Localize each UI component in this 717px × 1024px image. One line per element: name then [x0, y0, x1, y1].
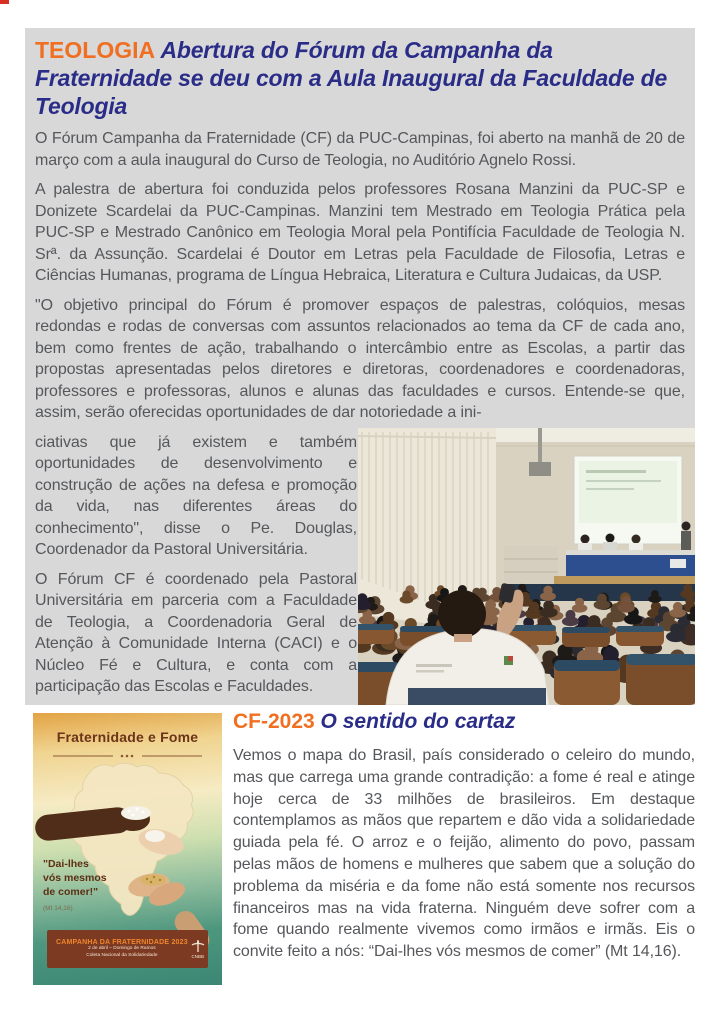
article-cf2023-body: Vemos o mapa do Brasil, país considerado o celeiro do mundo, mas que carrega uma grande contradição: a fome é real e atinge hoje cerca de 33 milhões de brasileiros. Em destaque contemplamos as mãos que repartem e dão vida a solidariedade guiada pela fé. O arroz e o feijão, alimento do povo, passam pelas mãos de homens e mulheres que sabem que a solução do problema da miséria e da fome não está somente nos recursos financeiros mas na vida fraterna. Ninguém deve sofrer com a fome quando realmente vivemos como irmãos e irmãs. Eis o convite feito a nós: “Dai-lhes vós mesmos de comer” (Mt 14,16). [233, 747, 695, 961]
banner-date-line: 2 de abril – Domingo de Ramos [88, 946, 156, 951]
poster-quote-line2: vós mesmos [43, 872, 107, 884]
article-cf2023-headline [233, 709, 515, 735]
banner-campaign-title: CAMPANHA DA FRATERNIDADE 2023 [56, 939, 188, 946]
poster-quote-line3: de comer!" [43, 886, 99, 898]
poster-quote [43, 857, 107, 916]
auditorium-photo [358, 428, 695, 705]
cnbb-emblem-icon [191, 939, 205, 953]
article-teologia-paragraph-4: O Fórum CF é coordenado pela Pastoral Universitária em parceria com a Faculdade de Teologia, a Coordenadoria Geral de Atenção à Comunidade Interna (CACI) e o Núcleo Fé e Cultura, e conta com a participação das Escolas e Faculdades. [35, 570, 357, 695]
article-teologia-paragraph-3-wrapped: ciativas que já existem e também oportunidades de desenvolvimento e construção de ações na defesa e promoção da vida, nas diferentes áreas do conhecimento", disse o Pe. Douglas, Coordenador da Pastoral Universitária. [35, 433, 357, 558]
article-teologia-paragraph-3-full-width: "O objetivo principal do Fórum é promover espaços de palestras, colóquios, mesas redondas e rodas de conversas com assuntos relacionados ao tema da CF de cada ano, bem como frentes de ação, trabalhando o intercâmbio entre as Escolas, a partir das propostas apresentadas pelos diretores e diretoras, coordenadores e coordenadoras, professores e professoras, alunos e alunas das faculdades e cursos. Entende-se que, assim, serão oferecidas oportunidades de dar notoriedade a ini- [35, 296, 685, 421]
poster-title-divider [53, 755, 202, 758]
poster-quote-reference: (Mt 14,16) [43, 905, 73, 912]
article-teologia-headline [35, 36, 685, 120]
page-corner-mark [0, 0, 9, 4]
article-teologia-kicker: TEOLOGIA [35, 37, 156, 63]
article-teologia-title: Abertura do Fórum da Campanha da Fraternidade se deu com a Aula Inaugural da Faculdade de Teologia [35, 37, 668, 119]
poster-campaign-banner [47, 930, 208, 968]
article-teologia-paragraph-2: A palestra de abertura foi conduzida pelos professores Rosana Manzini da PUC-SP e Donizete Scardelai da PUC-Campinas. Manzini tem Mestrado em Teologia Prática pela PUC-SP e Mestrado Canônico em Teologia Moral pela Pontifícia Faculdade de Teologia N. Srª. da Assunção. Scardelai é Doutor em Letras pela Faculdade de Filosofia, Letras e Ciências Humanas, programa de Língua Hebraica, Literatura e Cultura Judaicas, da USP. [35, 181, 685, 284]
poster-quote-line1: "Dai-lhes [43, 858, 89, 870]
article-teologia-section [25, 28, 695, 705]
article-teologia-paragraph-1: O Fórum Campanha da Fraternidade (CF) da PUC-Campinas, foi aberto na manhã de 20 de março com a aula inaugural do Curso de Teologia, no Auditório Agnelo Rossi. [35, 130, 685, 169]
article-cf2023-title: O sentido do cartaz [314, 710, 516, 733]
banner-collection-line: Coleta Nacional da Solidariedade [86, 952, 158, 958]
campanha-fraternidade-poster [33, 713, 222, 985]
auditorium-photo-illustration [358, 428, 695, 705]
article-cf2023-kicker: CF-2023 [233, 710, 315, 733]
poster-title: Fraternidade e Fome [56, 729, 199, 745]
cnbb-label: CNBB [191, 954, 205, 959]
